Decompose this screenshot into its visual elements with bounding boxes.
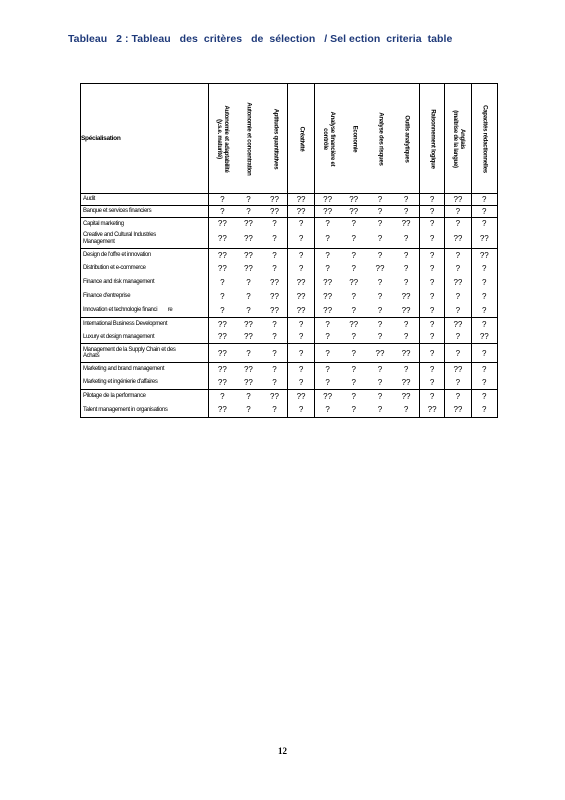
- criteria-value-cell: ??: [209, 363, 235, 376]
- criteria-value-cell: ?: [288, 230, 314, 249]
- specialisation-cell: Creative and Cultural Industries Management: [81, 230, 209, 249]
- selection-criteria-table: [80, 83, 498, 418]
- table-row: [81, 218, 498, 230]
- criteria-value-cell: ?: [209, 304, 235, 318]
- criteria-value-cell: ?: [351, 305, 356, 315]
- criteria-value-cell: ?: [419, 206, 444, 218]
- criteria-header-label: Autonomie et concentration: [245, 101, 252, 176]
- criteria-value-cell: ?: [377, 278, 383, 287]
- criteria-value-cell: ?: [235, 403, 261, 418]
- criteria-value-cell: ??: [401, 305, 411, 315]
- criteria-value-cell: ?: [341, 249, 367, 262]
- criteria-value-cell: ?: [445, 249, 471, 262]
- criteria-header: [341, 84, 367, 194]
- criteria-value-cell: ?: [209, 206, 235, 218]
- criteria-value-cell: ?: [262, 363, 288, 376]
- criteria-value-cell: ?: [393, 249, 419, 262]
- criteria-header-label: Outils analytiques: [403, 114, 410, 163]
- criteria-value-cell: ??: [243, 332, 253, 342]
- criteria-value-cell: ??: [288, 276, 314, 290]
- criteria-value-cell: ?: [262, 318, 288, 331]
- specialisation-cell: Management de la Supply Chain et des Achats: [81, 344, 209, 363]
- table-row: [81, 390, 498, 403]
- criteria-value-cell: ?: [341, 390, 367, 403]
- criteria-value-cell: ?: [288, 218, 314, 230]
- criteria-value-cell: ?: [419, 363, 444, 376]
- table-row: [81, 403, 498, 418]
- criteria-value-cell: ??: [445, 276, 471, 290]
- page-number: 12: [278, 746, 287, 756]
- criteria-value-cell: ?: [367, 206, 393, 218]
- criteria-header-label: Economie: [351, 125, 358, 152]
- criteria-value-cell: ?: [235, 194, 261, 206]
- criteria-value-cell: ?: [419, 276, 444, 290]
- criteria-value-cell: ?: [314, 331, 340, 344]
- criteria-value-cell: ?: [367, 318, 393, 331]
- criteria-value-cell: ?: [341, 218, 367, 230]
- criteria-value-cell: ?: [272, 377, 277, 387]
- table-row: [81, 249, 498, 262]
- criteria-value-cell: ?: [471, 276, 497, 290]
- criteria-value-cell: ?: [419, 194, 444, 206]
- criteria-value-cell: ?: [351, 377, 356, 387]
- criteria-value-cell: ?: [246, 292, 251, 301]
- criteria-value-cell: ?: [367, 390, 393, 403]
- specialisation-cell: Design de l'offre et innovation: [81, 249, 209, 262]
- criteria-value-cell: ??: [288, 304, 314, 318]
- criteria-value-cell: ?: [367, 218, 393, 230]
- criteria-value-cell: ?: [419, 344, 444, 363]
- criteria-value-cell: ?: [272, 264, 277, 273]
- specialisation-cell: Marketing and brand management: [81, 363, 209, 376]
- table-row: [81, 262, 498, 276]
- criteria-value-cell: ?: [445, 206, 471, 218]
- criteria-value-cell: ??: [235, 318, 261, 331]
- criteria-value-cell: ?: [288, 262, 314, 276]
- criteria-value-cell: ??: [341, 318, 367, 331]
- criteria-value-cell: ?: [377, 332, 383, 342]
- criteria-header: [288, 84, 314, 194]
- table-row: [81, 304, 498, 318]
- criteria-value-cell: ??: [288, 290, 314, 304]
- criteria-value-cell: ?: [419, 249, 444, 262]
- criteria-value-cell: ?: [246, 305, 251, 315]
- criteria-value-cell: ??: [209, 262, 235, 276]
- criteria-value-cell: ?: [341, 344, 367, 363]
- criteria-value-cell: ?: [377, 234, 383, 244]
- table-row: [81, 376, 498, 390]
- criteria-value-cell: ?: [419, 304, 444, 318]
- criteria-value-cell: ??: [445, 194, 471, 206]
- criteria-header-label: Analyse des risques: [377, 111, 384, 166]
- criteria-value-cell: ?: [288, 318, 314, 331]
- criteria-value-cell: ?: [471, 403, 497, 418]
- criteria-value-cell: ??: [445, 318, 471, 331]
- criteria-value-cell: ?: [471, 318, 497, 331]
- table-row: [81, 331, 498, 344]
- specialisation-cell: Innovation et technologie financi re: [81, 304, 209, 318]
- criteria-value-cell: ?: [351, 234, 356, 244]
- specialisation-cell: Talent management in organisations: [81, 403, 209, 418]
- specialisation-cell: Finance d'entreprise: [81, 290, 209, 304]
- criteria-value-cell: ?: [246, 278, 251, 287]
- criteria-value-cell: ??: [375, 264, 385, 273]
- criteria-value-cell: ?: [351, 292, 356, 301]
- criteria-value-cell: ?: [403, 278, 409, 287]
- specialisation-cell: Audit: [81, 194, 209, 206]
- criteria-value-cell: ??: [288, 390, 314, 403]
- criteria-value-cell: ?: [419, 262, 444, 276]
- criteria-header: [262, 84, 288, 194]
- criteria-value-cell: ?: [209, 194, 235, 206]
- criteria-value-cell: ??: [314, 276, 340, 290]
- criteria-header-label: Analyse financière et contrôle: [321, 111, 335, 166]
- table-row: [81, 276, 498, 290]
- criteria-value-cell: ?: [419, 230, 444, 249]
- criteria-value-cell: ?: [445, 390, 471, 403]
- criteria-value-cell: ?: [367, 194, 393, 206]
- specialisation-cell: Finance and risk management: [81, 276, 209, 290]
- criteria-header-label: Autonomie et adaptabilité (y.s.e. maturité): [216, 104, 230, 173]
- criteria-value-cell: ??: [262, 390, 288, 403]
- criteria-header: [471, 84, 497, 194]
- criteria-value-cell: ??: [419, 403, 444, 418]
- criteria-value-cell: ?: [314, 403, 340, 418]
- criteria-value-cell: ?: [272, 332, 277, 342]
- criteria-value-cell: ?: [393, 206, 419, 218]
- criteria-value-cell: ??: [209, 376, 235, 390]
- criteria-value-cell: ??: [209, 403, 235, 418]
- criteria-value-cell: ??: [235, 363, 261, 376]
- criteria-value-cell: ?: [377, 292, 383, 301]
- criteria-value-cell: ??: [471, 230, 497, 249]
- criteria-value-cell: ??: [314, 206, 340, 218]
- criteria-value-cell: ??: [270, 305, 279, 315]
- table-caption: Tableau 2 : Tableau des critères de sélection / Sel ection criteria table: [68, 33, 453, 45]
- criteria-value-cell: ??: [445, 363, 471, 376]
- criteria-value-cell: ??: [270, 292, 279, 301]
- criteria-value-cell: ??: [209, 218, 235, 230]
- criteria-value-cell: ?: [445, 290, 471, 304]
- criteria-value-cell: ?: [262, 218, 288, 230]
- criteria-value-cell: ?: [314, 262, 340, 276]
- criteria-value-cell: ??: [209, 331, 235, 344]
- criteria-value-cell: ??: [445, 403, 471, 418]
- specialisation-cell: Banque et services financiers: [81, 206, 209, 218]
- criteria-value-cell: ?: [445, 344, 471, 363]
- criteria-header-label: Capacités rédactionnelles: [481, 104, 488, 173]
- specialisation-cell: Pilotage de la performance: [81, 390, 209, 403]
- criteria-header-label: Raisonnement logique: [429, 108, 436, 169]
- table-body: [81, 194, 498, 418]
- criteria-value-cell: ??: [209, 318, 235, 331]
- criteria-value-cell: ?: [262, 249, 288, 262]
- criteria-value-cell: ?: [235, 344, 261, 363]
- criteria-value-cell: ??: [243, 264, 253, 273]
- criteria-value-cell: ??: [243, 377, 253, 387]
- criteria-value-cell: ?: [471, 344, 497, 363]
- criteria-value-cell: ?: [262, 344, 288, 363]
- criteria-header-label: Créativité: [298, 126, 305, 151]
- criteria-value-cell: ??: [314, 194, 340, 206]
- criteria-value-cell: ?: [471, 218, 497, 230]
- criteria-value-cell: ?: [393, 194, 419, 206]
- criteria-value-cell: ??: [393, 390, 419, 403]
- criteria-value-cell: ?: [419, 376, 444, 390]
- criteria-value-cell: ??: [341, 206, 367, 218]
- criteria-value-cell: ??: [401, 292, 411, 301]
- criteria-header: [367, 84, 393, 194]
- criteria-value-cell: ?: [235, 390, 261, 403]
- criteria-value-cell: ?: [367, 363, 393, 376]
- table-row: [81, 194, 498, 206]
- criteria-value-cell: ?: [341, 363, 367, 376]
- criteria-value-cell: ?: [314, 344, 340, 363]
- criteria-value-cell: ?: [471, 376, 497, 390]
- table-row: [81, 230, 498, 249]
- criteria-value-cell: ??: [367, 344, 393, 363]
- criteria-value-cell: ??: [393, 344, 419, 363]
- criteria-header-label: Aptitudes quantitatives: [272, 108, 278, 169]
- specialisation-cell: International Business Development: [81, 318, 209, 331]
- table-header-row: [81, 84, 498, 194]
- criteria-value-cell: ?: [393, 403, 419, 418]
- criteria-value-cell: ?: [403, 234, 409, 244]
- table-row: [81, 206, 498, 218]
- criteria-value-cell: ?: [471, 363, 497, 376]
- criteria-value-cell: ?: [445, 331, 471, 344]
- criteria-value-cell: ?: [419, 318, 444, 331]
- criteria-value-cell: ?: [471, 262, 497, 276]
- criteria-header: [393, 84, 419, 194]
- specialisation-cell: Marketing et ingénierie d'affaires: [81, 376, 209, 390]
- criteria-value-cell: ?: [377, 305, 383, 315]
- criteria-value-cell: ??: [314, 290, 340, 304]
- criteria-value-cell: ?: [403, 332, 409, 342]
- criteria-value-cell: ?: [367, 403, 393, 418]
- specialisation-cell: Distribution et e-commerce: [81, 262, 209, 276]
- criteria-value-cell: ?: [288, 249, 314, 262]
- criteria-value-cell: ?: [288, 344, 314, 363]
- specialisation-cell: Luxury et design management: [81, 331, 209, 344]
- criteria-header: [235, 84, 261, 194]
- specialisation-header: Spécialisation: [81, 84, 209, 194]
- criteria-value-cell: ?: [272, 234, 277, 244]
- criteria-value-cell: ??: [262, 206, 288, 218]
- criteria-value-cell: ?: [445, 262, 471, 276]
- criteria-value-cell: ??: [288, 194, 314, 206]
- criteria-value-cell: ??: [209, 230, 235, 249]
- criteria-value-cell: ?: [351, 264, 356, 273]
- criteria-value-cell: ??: [471, 249, 497, 262]
- criteria-value-cell: ??: [235, 249, 261, 262]
- criteria-value-cell: ?: [314, 363, 340, 376]
- criteria-value-cell: ?: [314, 249, 340, 262]
- criteria-header: [209, 84, 235, 194]
- criteria-value-cell: ?: [393, 363, 419, 376]
- criteria-value-cell: ??: [401, 377, 411, 387]
- criteria-value-cell: ?: [471, 304, 497, 318]
- criteria-value-cell: ?: [209, 290, 235, 304]
- criteria-value-cell: ?: [419, 331, 444, 344]
- criteria-value-cell: ??: [262, 194, 288, 206]
- criteria-value-cell: ?: [288, 331, 314, 344]
- criteria-value-cell: ??: [471, 331, 497, 344]
- criteria-value-cell: ?: [351, 332, 356, 342]
- criteria-value-cell: ??: [243, 234, 253, 244]
- criteria-value-cell: ??: [314, 304, 340, 318]
- criteria-header: [445, 84, 471, 194]
- criteria-value-cell: ?: [209, 390, 235, 403]
- criteria-value-cell: ?: [235, 206, 261, 218]
- criteria-value-cell: ??: [445, 230, 471, 249]
- criteria-value-cell: ??: [393, 218, 419, 230]
- criteria-value-cell: ?: [393, 318, 419, 331]
- criteria-value-cell: ?: [262, 403, 288, 418]
- criteria-value-cell: ?: [209, 276, 235, 290]
- criteria-value-cell: ?: [419, 290, 444, 304]
- table-row: [81, 363, 498, 376]
- criteria-value-cell: ?: [445, 218, 471, 230]
- criteria-value-cell: ??: [288, 206, 314, 218]
- criteria-value-cell: ?: [314, 318, 340, 331]
- criteria-value-cell: ?: [419, 218, 444, 230]
- criteria-value-cell: ?: [471, 290, 497, 304]
- criteria-value-cell: ?: [367, 249, 393, 262]
- criteria-header: [419, 84, 444, 194]
- criteria-value-cell: ?: [288, 376, 314, 390]
- criteria-value-cell: ??: [270, 278, 279, 287]
- criteria-value-cell: ?: [471, 194, 497, 206]
- criteria-value-cell: ??: [235, 218, 261, 230]
- criteria-value-cell: ?: [403, 264, 409, 273]
- criteria-value-cell: ?: [341, 403, 367, 418]
- criteria-value-cell: ?: [288, 403, 314, 418]
- criteria-value-cell: ??: [209, 344, 235, 363]
- criteria-value-cell: ?: [445, 376, 471, 390]
- table-row: [81, 344, 498, 363]
- criteria-header-label: Anglais (maîtrise de la langue): [451, 109, 465, 168]
- table-row: [81, 318, 498, 331]
- criteria-value-cell: ?: [314, 376, 340, 390]
- criteria-value-cell: ??: [314, 390, 340, 403]
- criteria-value-cell: ?: [419, 390, 444, 403]
- specialisation-cell: Capital marketing: [81, 218, 209, 230]
- table-row: [81, 290, 498, 304]
- criteria-value-cell: ?: [288, 363, 314, 376]
- criteria-value-cell: ?: [445, 304, 471, 318]
- criteria-value-cell: ?: [314, 218, 340, 230]
- criteria-value-cell: ??: [209, 249, 235, 262]
- criteria-value-cell: ?: [471, 390, 497, 403]
- criteria-value-cell: ?: [471, 206, 497, 218]
- criteria-value-cell: ??: [349, 278, 359, 287]
- criteria-value-cell: ?: [377, 377, 383, 387]
- criteria-value-cell: ??: [341, 194, 367, 206]
- criteria-header: [314, 84, 340, 194]
- criteria-value-cell: ?: [314, 230, 340, 249]
